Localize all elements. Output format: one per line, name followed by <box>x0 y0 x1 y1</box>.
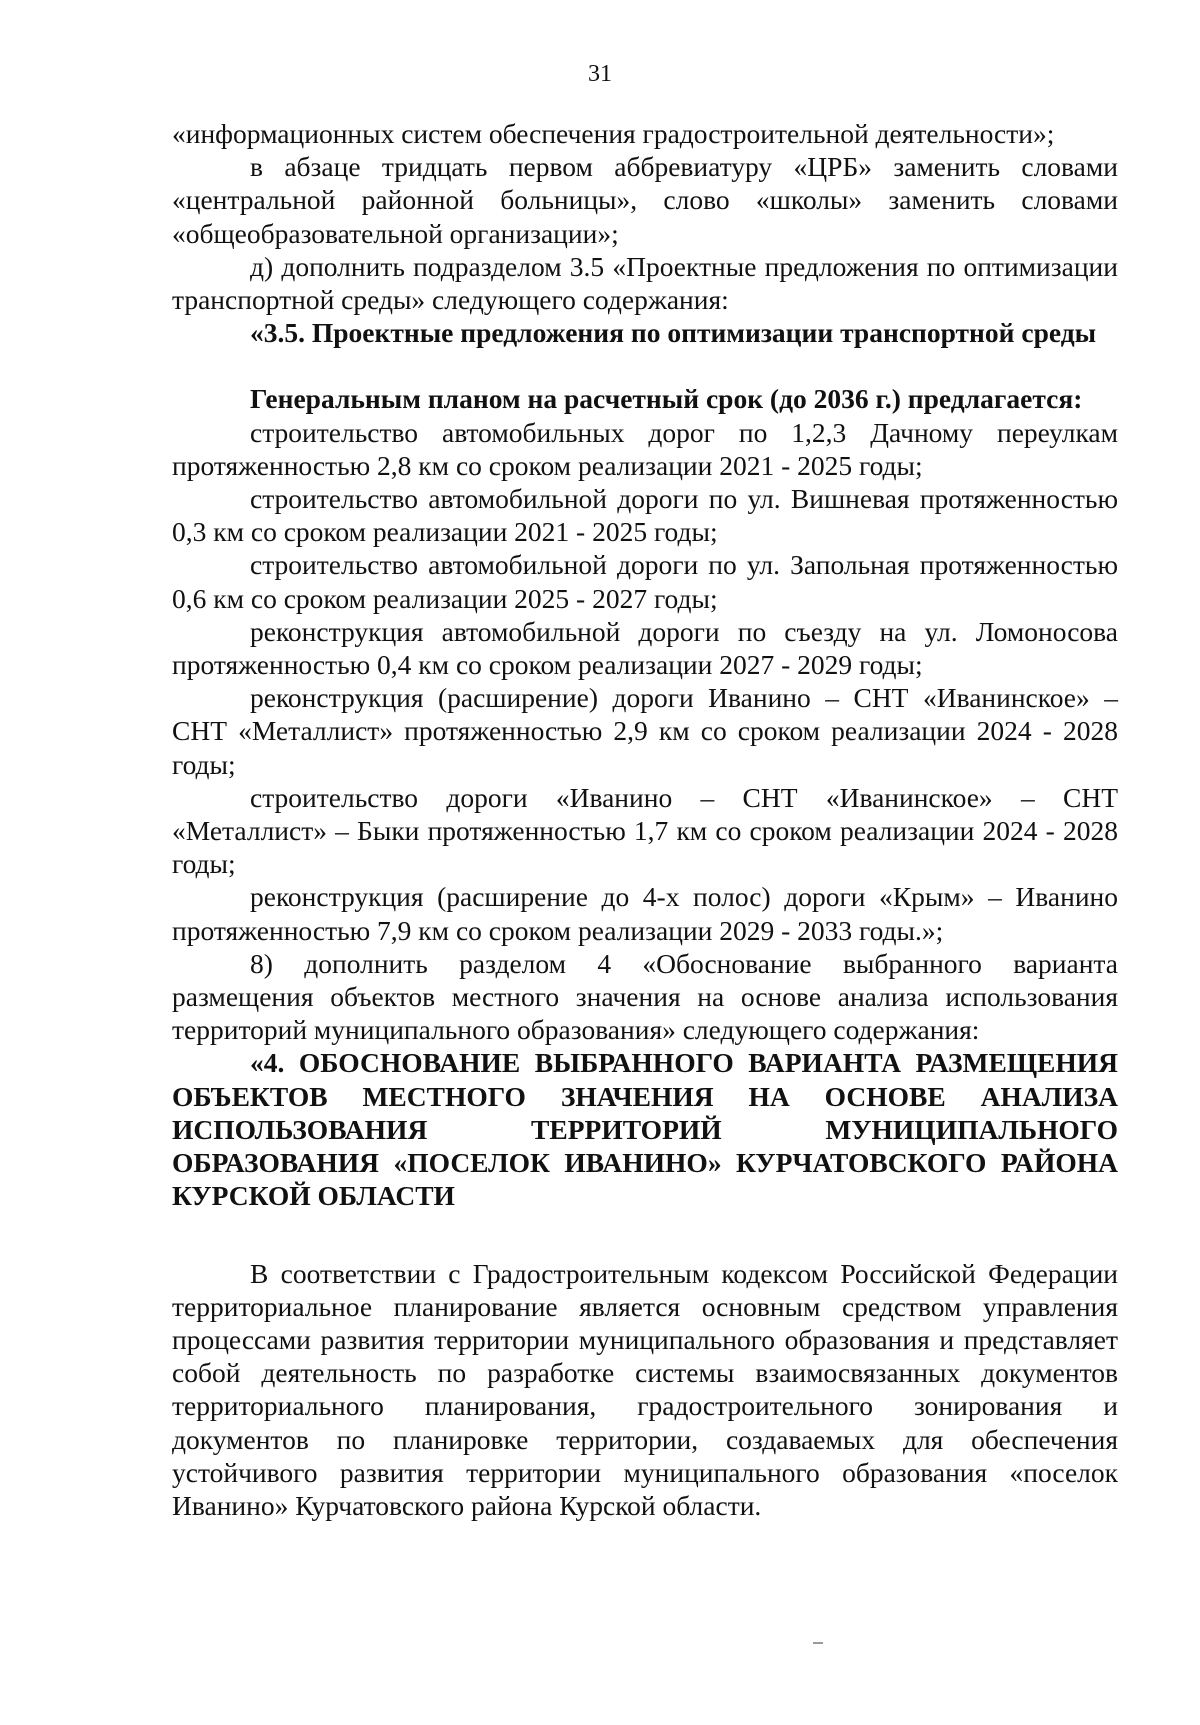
list-item: строительство дороги «Иванино – СНТ «Иванинское» – СНТ «Металлист» – Быки протяженностью 1,7 км со сроком реализации 2024 - 2028 годы; <box>172 781 1118 880</box>
page-number: 31 <box>588 61 612 87</box>
subsection-heading-3-5: «3.5. Проектные предложения по оптимизации транспортной среды <box>250 317 1097 349</box>
list-item: строительство автомобильной дороги по ул. Запольная протяженностью 0,6 км со сроком реализации 2025 - 2027 годы; <box>172 549 1118 614</box>
list-item: реконструкция (расширение до 4-х полос) дороги «Крым» – Иванино протяженностью 7,9 км со сроком реализации 2029 - 2033 годы.»; <box>172 881 1118 946</box>
paragraph-add-subsection: д) дополнить подразделом 3.5 «Проектные предложения по оптимизации транспортной среды» следующего содержания: <box>172 250 1118 316</box>
paragraph-territorial-planning: В соответствии с Градостроительным кодексом Российской Федерации территориальное планирование является основным средством управления процессами развития территории муниципального образования и представляет собой деятельность по разработке системы взаимосвязанных документов территориального планирования, градостроительного зонирования и документов по планировке территории, создаваемых для обеспечения устойчивого развития территории муниципального образования «поселок Иванино» Курчатовского района Курской области. <box>172 1257 1118 1521</box>
scan-artifact <box>813 1642 823 1644</box>
paragraph-continuation: «информационных систем обеспечения градостроительной деятельности»; <box>172 118 1055 149</box>
list-item: реконструкция (расширение) дороги Иванино – СНТ «Иванинское» – СНТ «Металлист» протяженностью 2,9 км со сроком реализации 2024 - 2028 годы; <box>172 682 1118 780</box>
document-body <box>172 117 1118 1522</box>
section-heading-4: «4. ОБОСНОВАНИЕ ВЫБРАННОГО ВАРИАНТА РАЗМЕЩЕНИЯ ОБЪЕКТОВ МЕСТНОГО ЗНАЧЕНИЯ НА ОСНОВЕ АНАЛИЗА ИСПОЛЬЗОВАНИЯ ТЕРРИТОРИЙ МУНИЦИПАЛЬНОГО ОБРАЗОВАНИЯ «ПОСЕЛОК ИВАНИНО» КУРЧАТОВСКОГО РАЙОНА КУРСКОЙ ОБЛАСТИ <box>172 1047 1118 1212</box>
list-item: строительство автомобильной дороги по ул. Вишневая протяженностью 0,3 км со сроком реализации 2021 - 2025 годы; <box>172 483 1118 548</box>
blank-line <box>172 349 1118 382</box>
paragraph-add-section-4: 8) дополнить разделом 4 «Обоснование выбранного варианта размещения объектов местного значения на основе анализа использования территорий муниципального образования» следующего содержания: <box>172 947 1118 1046</box>
list-item: реконструкция автомобильной дороги по съезду на ул. Ломоносова протяженностью 0,4 км со сроком реализации 2027 - 2029 годы; <box>172 615 1118 681</box>
blank-line <box>172 1213 1118 1257</box>
list-item: строительство автомобильных дорог по 1,2,3 Дачному переулкам протяженностью 2,8 км со сроком реализации 2021 - 2025 годы; <box>172 416 1118 481</box>
general-plan-intro: Генеральным планом на расчетный срок (до 2036 г.) предлагается: <box>250 383 1083 415</box>
paragraph-abbreviation-change: в абзаце тридцать первом аббревиатуру «ЦРБ» заменить словами «центральной районной больницы», слово «школы» заменить словами «общеобразовательной организации»; <box>172 151 1118 249</box>
